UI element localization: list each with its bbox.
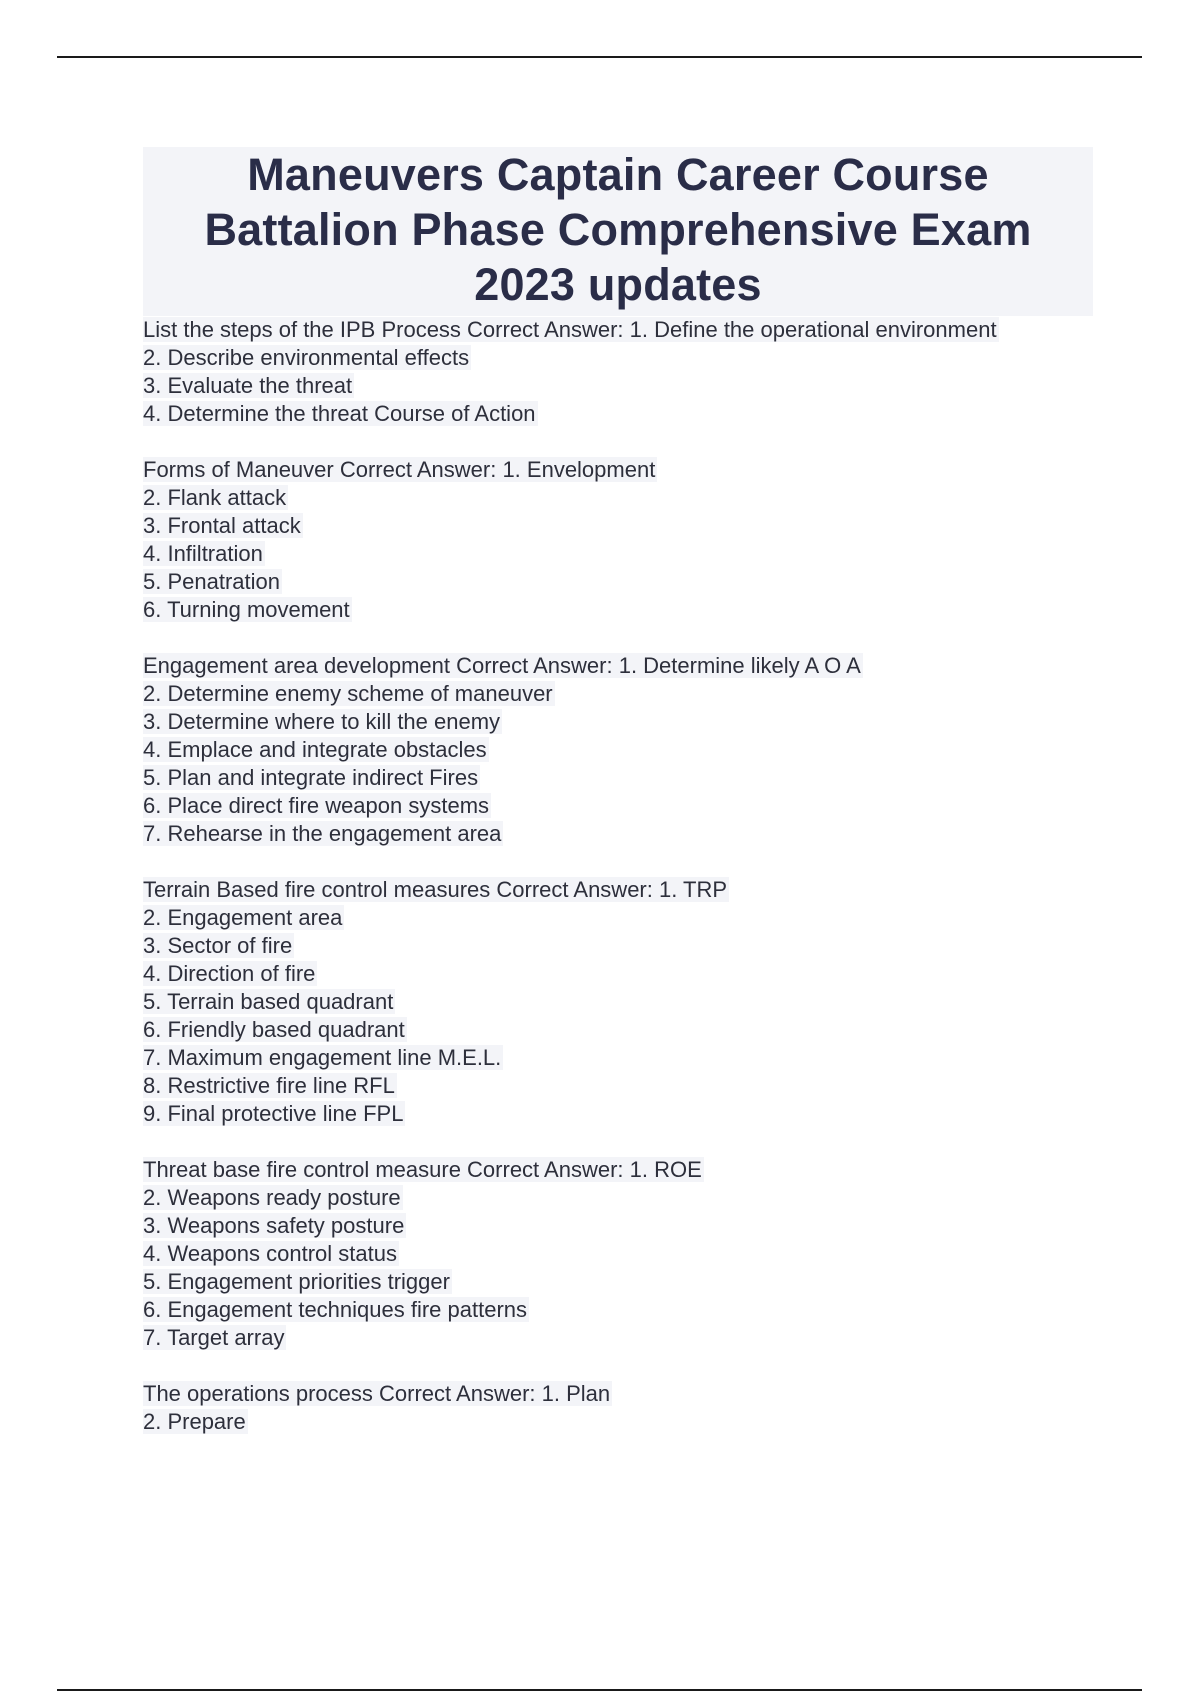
line-text: 6. Turning movement: [143, 597, 350, 622]
question-line: [143, 316, 1093, 344]
line-text: Terrain Based fire control measures Correct Answer: 1. TRP: [143, 877, 728, 902]
line-text: 6. Engagement techniques fire patterns: [143, 1297, 528, 1322]
line-text: 6. Place direct fire weapon systems: [143, 793, 490, 818]
line-text: 7. Target array: [143, 1325, 285, 1350]
line-text: 3. Weapons safety posture: [143, 1213, 405, 1238]
line-text: 7. Maximum engagement line M.E.L.: [143, 1045, 502, 1070]
answer-line: [143, 820, 1093, 848]
answer-line: [143, 1184, 1093, 1212]
question-line: [143, 1156, 1093, 1184]
line-text: 4. Emplace and integrate obstacles: [143, 737, 487, 762]
line-text: 5. Plan and integrate indirect Fires: [143, 765, 479, 790]
answer-line: [143, 1296, 1093, 1324]
line-text: 5. Engagement priorities trigger: [143, 1269, 450, 1294]
line-text: 5. Terrain based quadrant: [143, 989, 394, 1014]
line-text: 8. Restrictive fire line RFL: [143, 1073, 395, 1098]
line-text: 2. Flank attack: [143, 485, 287, 510]
qa-engagement-area-development: [143, 652, 1093, 848]
answer-line: [143, 960, 1093, 988]
line-text: 2. Determine enemy scheme of maneuver: [143, 681, 553, 706]
answer-line: [143, 372, 1093, 400]
answer-line: [143, 1408, 1093, 1436]
line-text: Forms of Maneuver Correct Answer: 1. Envelopment: [143, 457, 656, 482]
line-text: 3. Evaluate the threat: [143, 373, 353, 398]
answer-line: [143, 1016, 1093, 1044]
line-text: 2. Weapons ready posture: [143, 1185, 401, 1210]
answer-line: [143, 596, 1093, 624]
line-text: 3. Sector of fire: [143, 933, 293, 958]
line-text: 4. Determine the threat Course of Action: [143, 401, 536, 426]
line-text: List the steps of the IPB Process Correct Answer: 1. Define the operational environment: [143, 317, 997, 342]
answer-line: [143, 1268, 1093, 1296]
answer-line: [143, 540, 1093, 568]
qa-ipb-process: [143, 316, 1093, 428]
answer-line: [143, 1240, 1093, 1268]
question-line: [143, 876, 1093, 904]
answer-line: [143, 512, 1093, 540]
answer-line: [143, 568, 1093, 596]
line-text: 2. Describe environmental effects: [143, 345, 470, 370]
question-line: [143, 652, 1093, 680]
line-text: Threat base fire control measure Correct Answer: 1. ROE: [143, 1157, 702, 1182]
title-line: 2023 updates: [474, 259, 762, 310]
document-title: [143, 147, 1093, 316]
title-line: Battalion Phase Comprehensive Exam: [204, 204, 1032, 255]
line-text: 9. Final protective line FPL: [143, 1101, 404, 1126]
line-text: 5. Penatration: [143, 569, 280, 594]
answer-line: [143, 400, 1093, 428]
qa-terrain-fire-control: [143, 876, 1093, 1128]
line-text: 4. Weapons control status: [143, 1241, 397, 1266]
answer-line: [143, 344, 1093, 372]
answer-line: [143, 1044, 1093, 1072]
bottom-divider: [57, 1689, 1142, 1691]
line-text: 2. Prepare: [143, 1409, 246, 1434]
line-text: 4. Infiltration: [143, 541, 263, 566]
title-line: Maneuvers Captain Career Course: [247, 149, 989, 200]
document-body: [143, 147, 1093, 1464]
line-text: 6. Friendly based quadrant: [143, 1017, 405, 1042]
line-text: The operations process Correct Answer: 1. Plan: [143, 1381, 611, 1406]
line-text: 4. Direction of fire: [143, 961, 316, 986]
top-divider: [57, 56, 1142, 58]
question-line: [143, 456, 1093, 484]
answer-line: [143, 932, 1093, 960]
answer-line: [143, 484, 1093, 512]
question-line: [143, 1380, 1093, 1408]
qa-forms-of-maneuver: [143, 456, 1093, 624]
qa-operations-process: [143, 1380, 1093, 1436]
answer-line: [143, 1212, 1093, 1240]
qa-threat-fire-control: [143, 1156, 1093, 1352]
answer-line: [143, 792, 1093, 820]
answer-line: [143, 904, 1093, 932]
answer-line: [143, 1324, 1093, 1352]
answer-line: [143, 764, 1093, 792]
answer-line: [143, 680, 1093, 708]
answer-line: [143, 988, 1093, 1016]
line-text: 3. Frontal attack: [143, 513, 301, 538]
line-text: 2. Engagement area: [143, 905, 343, 930]
line-text: Engagement area development Correct Answer: 1. Determine likely A O A: [143, 653, 861, 678]
answer-line: [143, 708, 1093, 736]
answer-line: [143, 736, 1093, 764]
answer-line: [143, 1072, 1093, 1100]
line-text: 7. Rehearse in the engagement area: [143, 821, 502, 846]
line-text: 3. Determine where to kill the enemy: [143, 709, 501, 734]
answer-line: [143, 1100, 1093, 1128]
